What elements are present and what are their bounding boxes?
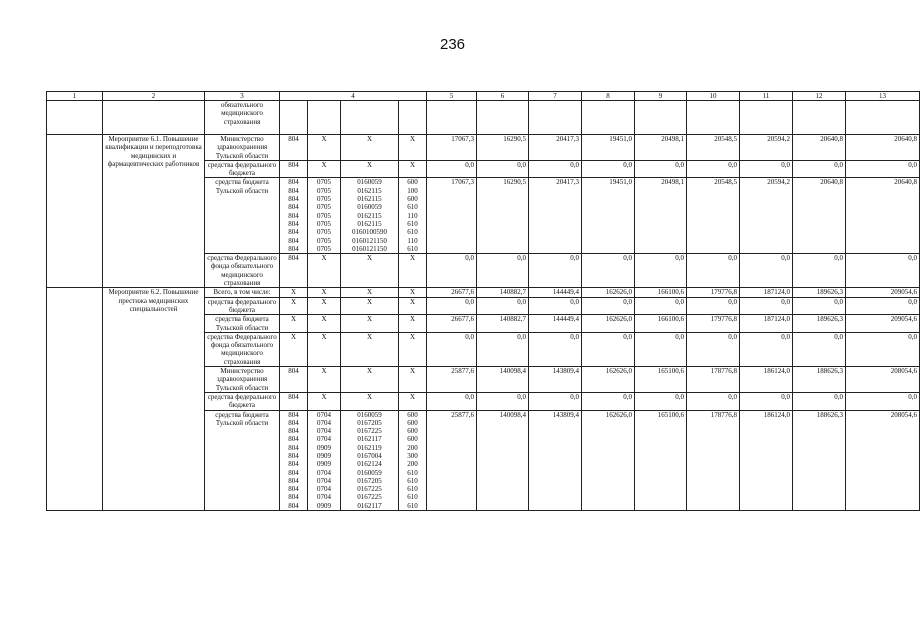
funding-source: средства федерального бюджета <box>205 392 280 410</box>
value-col-5: 0,0 <box>427 160 477 178</box>
value-col-5: 25877,6 <box>427 410 477 511</box>
value-col-9: 20498,1 <box>635 178 687 254</box>
col-header-11: 11 <box>740 92 793 101</box>
target-article-code: X <box>341 288 399 297</box>
value-col-6: 0,0 <box>477 254 529 288</box>
budget-table <box>46 91 920 511</box>
value-col-9: 165100,6 <box>635 367 687 393</box>
value-col-10: 0,0 <box>687 254 740 288</box>
value-col-11: 0,0 <box>740 160 793 178</box>
value-col-10: 179776,8 <box>687 315 740 333</box>
col-header-1: 1 <box>47 92 103 101</box>
value-col-9: 0,0 <box>635 254 687 288</box>
value-col-13: 0,0 <box>846 392 920 410</box>
funding-source: Министерство здравоохранения Тульской области <box>205 367 280 393</box>
value-col-6: 16290,5 <box>477 178 529 254</box>
value-col-5: 25877,6 <box>427 367 477 393</box>
value-col-10: 0,0 <box>687 297 740 315</box>
col-header-5: 5 <box>427 92 477 101</box>
value-col-12: 0,0 <box>793 392 846 410</box>
value-col-8: 162626,0 <box>582 367 635 393</box>
expense-type-code: X <box>399 297 427 315</box>
value-col-10: 20548,5 <box>687 135 740 161</box>
value-col-10: 0,0 <box>687 392 740 410</box>
value-col-5: 0,0 <box>427 254 477 288</box>
expense-type-code: X <box>399 135 427 161</box>
col-header-10: 10 <box>687 92 740 101</box>
value-col-12: 188626,3 <box>793 410 846 511</box>
value-col-11: 0,0 <box>740 332 793 366</box>
value-col-13: 0,0 <box>846 160 920 178</box>
value-col-7: 143809,4 <box>529 410 582 511</box>
value-col-10: 179776,8 <box>687 288 740 297</box>
empty-cell <box>793 101 846 135</box>
value-col-12: 0,0 <box>793 297 846 315</box>
value-col-9: 165100,6 <box>635 410 687 511</box>
empty-cell <box>529 101 582 135</box>
grbs-code-list: 804 804 804 804 804 804 804 804 804 <box>288 178 299 253</box>
value-col-12: 0,0 <box>793 332 846 366</box>
page-number: 236 <box>439 36 466 53</box>
value-col-8: 162626,0 <box>582 288 635 297</box>
grbs-code: X <box>280 332 308 366</box>
target-article-code: X <box>341 160 399 178</box>
value-col-12: 188626,3 <box>793 367 846 393</box>
empty-cell <box>47 101 103 135</box>
funding-source: обязательного медицинского страхования <box>205 101 280 135</box>
value-col-5: 0,0 <box>427 297 477 315</box>
section-code <box>308 178 341 254</box>
value-col-8: 19451,0 <box>582 135 635 161</box>
table-row <box>47 101 920 135</box>
empty-cell <box>308 101 341 135</box>
grbs-code: 804 <box>280 160 308 178</box>
col-header-4: 4 <box>280 92 427 101</box>
value-col-5: 17067,3 <box>427 178 477 254</box>
value-col-6: 140098,4 <box>477 410 529 511</box>
value-col-6: 0,0 <box>477 332 529 366</box>
value-col-8: 0,0 <box>582 160 635 178</box>
value-col-13: 20640,8 <box>846 135 920 161</box>
empty-cell <box>47 135 103 288</box>
value-col-5: 0,0 <box>427 332 477 366</box>
expense-type-code: X <box>399 392 427 410</box>
value-col-13: 20640,8 <box>846 178 920 254</box>
expense-type-code: X <box>399 332 427 366</box>
funding-source: средства федерального бюджета <box>205 297 280 315</box>
expense-type-code <box>399 178 427 254</box>
section-code: X <box>308 297 341 315</box>
target-article-code: X <box>341 315 399 333</box>
value-col-7: 0,0 <box>529 297 582 315</box>
table-row <box>47 135 920 161</box>
value-col-12: 189626,3 <box>793 315 846 333</box>
col-header-6: 6 <box>477 92 529 101</box>
funding-source: средства Федерального фонда обязательного медицинского страхования <box>205 254 280 288</box>
value-col-13: 209054,6 <box>846 288 920 297</box>
grbs-code: 804 <box>280 367 308 393</box>
value-col-8: 0,0 <box>582 392 635 410</box>
grbs-code <box>280 178 308 254</box>
section-code: X <box>308 392 341 410</box>
value-col-11: 187124,0 <box>740 315 793 333</box>
empty-cell <box>477 101 529 135</box>
section-code: X <box>308 135 341 161</box>
measure-title: Мероприятие 6.1. Повышение квалификации и переподготовка медицинских и фармацевтических работников <box>103 135 205 288</box>
empty-cell <box>399 101 427 135</box>
value-col-9: 166100,6 <box>635 288 687 297</box>
funding-source: средства Федерального фонда обязательного медицинского страхования <box>205 332 280 366</box>
value-col-7: 20417,3 <box>529 178 582 254</box>
grbs-code <box>280 410 308 511</box>
empty-cell <box>280 101 308 135</box>
value-col-6: 0,0 <box>477 297 529 315</box>
value-col-8: 0,0 <box>582 297 635 315</box>
value-col-6: 16290,5 <box>477 135 529 161</box>
target-article-code: X <box>341 367 399 393</box>
value-col-12: 0,0 <box>793 160 846 178</box>
empty-cell <box>103 101 205 135</box>
col-header-2: 2 <box>103 92 205 101</box>
value-col-10: 178776,8 <box>687 410 740 511</box>
grbs-code: 804 <box>280 135 308 161</box>
expense-type-code: X <box>399 288 427 297</box>
value-col-6: 0,0 <box>477 392 529 410</box>
target-article-code: X <box>341 392 399 410</box>
value-col-5: 17067,3 <box>427 135 477 161</box>
grbs-code: X <box>280 297 308 315</box>
col-header-13: 13 <box>846 92 920 101</box>
section-code: X <box>308 160 341 178</box>
value-col-7: 144449,4 <box>529 288 582 297</box>
value-col-11: 186124,0 <box>740 410 793 511</box>
value-col-11: 0,0 <box>740 254 793 288</box>
value-col-9: 166100,6 <box>635 315 687 333</box>
value-col-11: 0,0 <box>740 392 793 410</box>
section-code-list: 0704 0704 0704 0704 0909 0909 0909 0704 0704 0704 0704 0909 <box>317 410 331 510</box>
target-article-code: X <box>341 332 399 366</box>
value-col-11: 20594,2 <box>740 178 793 254</box>
value-col-7: 0,0 <box>529 160 582 178</box>
value-col-9: 0,0 <box>635 332 687 366</box>
value-col-13: 0,0 <box>846 297 920 315</box>
funding-source: средства бюджета Тульской области <box>205 410 280 511</box>
target-article-code-list: 0160059 0162115 0162115 0160059 0162115 0162115 0160100590 0160121150 0160121150 <box>352 178 387 253</box>
value-col-12: 20640,8 <box>793 135 846 161</box>
target-article-code-list: 0160059 0167205 0167225 0162117 0162119 0167004 0162124 0160059 0167205 0167225 0167225 0162117 <box>357 410 382 510</box>
section-code: X <box>308 315 341 333</box>
value-col-6: 140098,4 <box>477 367 529 393</box>
target-article-code: X <box>341 297 399 315</box>
grbs-code: 804 <box>280 254 308 288</box>
value-col-7: 144449,4 <box>529 315 582 333</box>
expense-type-code: X <box>399 367 427 393</box>
value-col-13: 208054,6 <box>846 410 920 511</box>
value-col-7: 0,0 <box>529 392 582 410</box>
value-col-11: 187124,0 <box>740 288 793 297</box>
funding-source: Министерство здравоохранения Тульской области <box>205 135 280 161</box>
value-col-13: 208054,6 <box>846 367 920 393</box>
section-code-list: 0705 0705 0705 0705 0705 0705 0705 0705 0705 <box>317 178 331 253</box>
col-header-7: 7 <box>529 92 582 101</box>
col-header-12: 12 <box>793 92 846 101</box>
value-col-6: 0,0 <box>477 160 529 178</box>
section-code: X <box>308 367 341 393</box>
grbs-code: X <box>280 288 308 297</box>
value-col-7: 20417,3 <box>529 135 582 161</box>
grbs-code-list: 804 804 804 804 804 804 804 804 804 804 804 804 <box>288 410 299 510</box>
value-col-9: 0,0 <box>635 297 687 315</box>
grbs-code: 804 <box>280 392 308 410</box>
value-col-12: 189626,3 <box>793 288 846 297</box>
section-code <box>308 410 341 511</box>
value-col-6: 140882,7 <box>477 315 529 333</box>
value-col-9: 0,0 <box>635 160 687 178</box>
empty-cell <box>427 101 477 135</box>
value-col-10: 20548,5 <box>687 178 740 254</box>
empty-cell <box>635 101 687 135</box>
empty-cell <box>740 101 793 135</box>
expense-type-code-list: 600 100 600 610 110 610 610 110 610 <box>407 178 418 253</box>
value-col-8: 0,0 <box>582 254 635 288</box>
value-col-8: 162626,0 <box>582 315 635 333</box>
funding-source: средства бюджета Тульской области <box>205 178 280 254</box>
value-col-13: 0,0 <box>846 332 920 366</box>
expense-type-code: X <box>399 315 427 333</box>
expense-type-code: X <box>399 160 427 178</box>
value-col-11: 186124,0 <box>740 367 793 393</box>
value-col-12: 20640,8 <box>793 178 846 254</box>
section-code: X <box>308 332 341 366</box>
value-col-6: 140882,7 <box>477 288 529 297</box>
value-col-7: 0,0 <box>529 332 582 366</box>
value-col-11: 20594,2 <box>740 135 793 161</box>
value-col-9: 20498,1 <box>635 135 687 161</box>
value-col-7: 0,0 <box>529 254 582 288</box>
expense-type-code-list: 600 600 600 600 200 300 200 610 610 610 610 610 <box>407 410 418 510</box>
empty-cell <box>846 101 920 135</box>
value-col-10: 0,0 <box>687 160 740 178</box>
value-col-13: 0,0 <box>846 254 920 288</box>
value-col-9: 0,0 <box>635 392 687 410</box>
expense-type-code: X <box>399 254 427 288</box>
value-col-11: 0,0 <box>740 297 793 315</box>
funding-source: средства бюджета Тульской области <box>205 315 280 333</box>
section-code: X <box>308 254 341 288</box>
value-col-7: 143809,4 <box>529 367 582 393</box>
column-number-row <box>47 92 920 101</box>
value-col-10: 178776,8 <box>687 367 740 393</box>
value-col-12: 0,0 <box>793 254 846 288</box>
section-code: X <box>308 288 341 297</box>
target-article-code: X <box>341 254 399 288</box>
measure-title: Мероприятие 6.2. Повышение престижа медицинских специальностей <box>103 288 205 511</box>
value-col-5: 0,0 <box>427 392 477 410</box>
value-col-8: 162626,0 <box>582 410 635 511</box>
target-article-code: X <box>341 135 399 161</box>
empty-cell <box>687 101 740 135</box>
col-header-8: 8 <box>582 92 635 101</box>
funding-source: Всего, в том числе: <box>205 288 280 297</box>
value-col-5: 26677,6 <box>427 288 477 297</box>
funding-source: средства федерального бюджета <box>205 160 280 178</box>
empty-cell <box>47 288 103 511</box>
table-row <box>47 288 920 297</box>
col-header-9: 9 <box>635 92 687 101</box>
value-col-10: 0,0 <box>687 332 740 366</box>
col-header-3: 3 <box>205 92 280 101</box>
value-col-5: 26677,6 <box>427 315 477 333</box>
target-article-code <box>341 410 399 511</box>
expense-type-code <box>399 410 427 511</box>
empty-cell <box>582 101 635 135</box>
grbs-code: X <box>280 315 308 333</box>
empty-cell <box>341 101 399 135</box>
target-article-code <box>341 178 399 254</box>
value-col-8: 0,0 <box>582 332 635 366</box>
value-col-8: 19451,0 <box>582 178 635 254</box>
value-col-13: 209054,6 <box>846 315 920 333</box>
